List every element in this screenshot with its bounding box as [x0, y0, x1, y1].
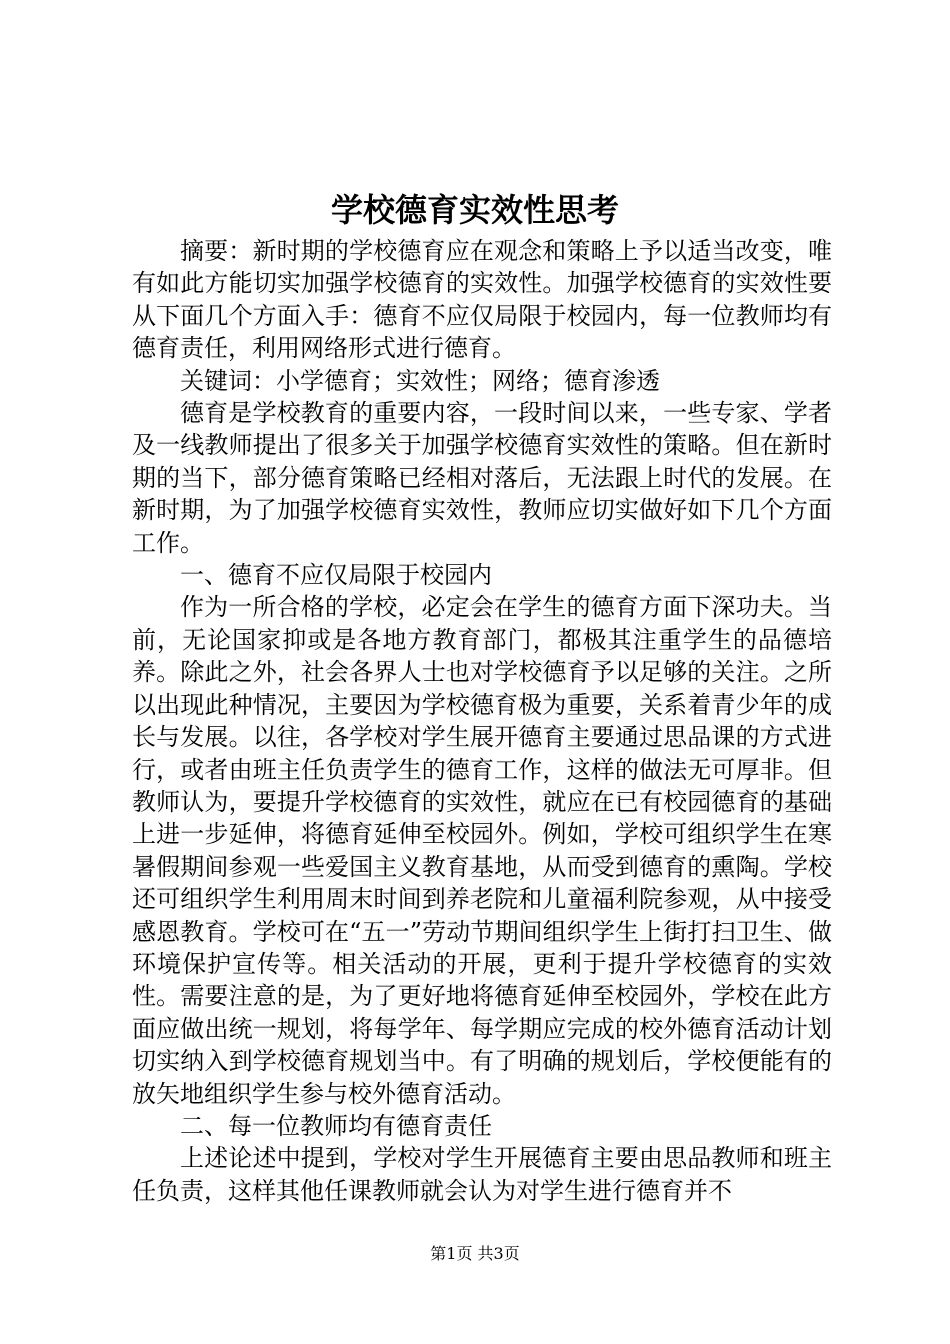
abstract-paragraph: 摘要：新时期的学校德育应在观念和策略上予以适当改变，唯有如此方能切实加强学校德育的实效性。加强学校德育的实效性要从下面几个方面入手：德育不应仅局限于校园内，每一位教师均有德育责任，利用网络形式进行德育。 — [132, 237, 832, 363]
keywords-paragraph: 关键词：小学德育；实效性；网络；德育渗透 — [180, 366, 660, 395]
page-footer: 第1页 共3页 — [430, 1244, 520, 1263]
section-1-paragraph: 作为一所合格的学校，必定会在学生的德育方面下深功夫。当前，无论国家抑或是各地方教育部门，都极其注重学生的品德培养。除此之外，社会各界人士也对学校德育予以足够的关注。之所以出现此种情况，主要因为学校德育极为重要，关系着青少年的成长与发展。以往，各学校对学生展开德育主要通过思品课的方式进行，或者由班主任负责学生的德育工作，这样的做法无可厚非。但教师认为，要提升学校德育的实效性，就应在已有校园德育的基础上进一步延伸，将德育延伸至校园外。例如，学校可组织学生在寒暑假期间参观一些爱国主义教育基地，从而受到德育的熏陶。学校还可组织学生利用周末时间到养老院和儿童福利院参观，从中接受感恩教育。学校可在“五一”劳动节期间组织学生上街打扫卫生、做环境保护宣传等。相关活动的开展，更利于提升学校德育的实效性。需要注意的是，为了更好地将德育延伸至校园外，学校在此方面应做出统一规划，将每学年、每学期应完成的校外德育活动计划切实纳入到学校德育规划当中。有了明确的规划后，学校便能有的放矢地组织学生参与校外德育活动。 — [132, 593, 832, 1108]
document-title: 学校德育实效性思考 — [330, 191, 619, 229]
section-2-paragraph: 上述论述中提到，学校对学生开展德育主要由思品教师和班主任负责，这样其他任课教师就会认为对学生进行德育并不 — [132, 1144, 832, 1205]
document-body — [132, 235, 832, 1207]
section-heading-2: 二、每一位教师均有德育责任 — [180, 1111, 492, 1140]
intro-paragraph: 德育是学校教育的重要内容，一段时间以来，一些专家、学者及一线教师提出了很多关于加强学校德育实效性的策略。但在新时期的当下，部分德育策略已经相对落后，无法跟上时代的发展。在新时期，为了加强学校德育实效性，教师应切实做好如下几个方面工作。 — [132, 399, 832, 557]
section-heading-1: 一、德育不应仅局限于校园内 — [180, 561, 492, 590]
